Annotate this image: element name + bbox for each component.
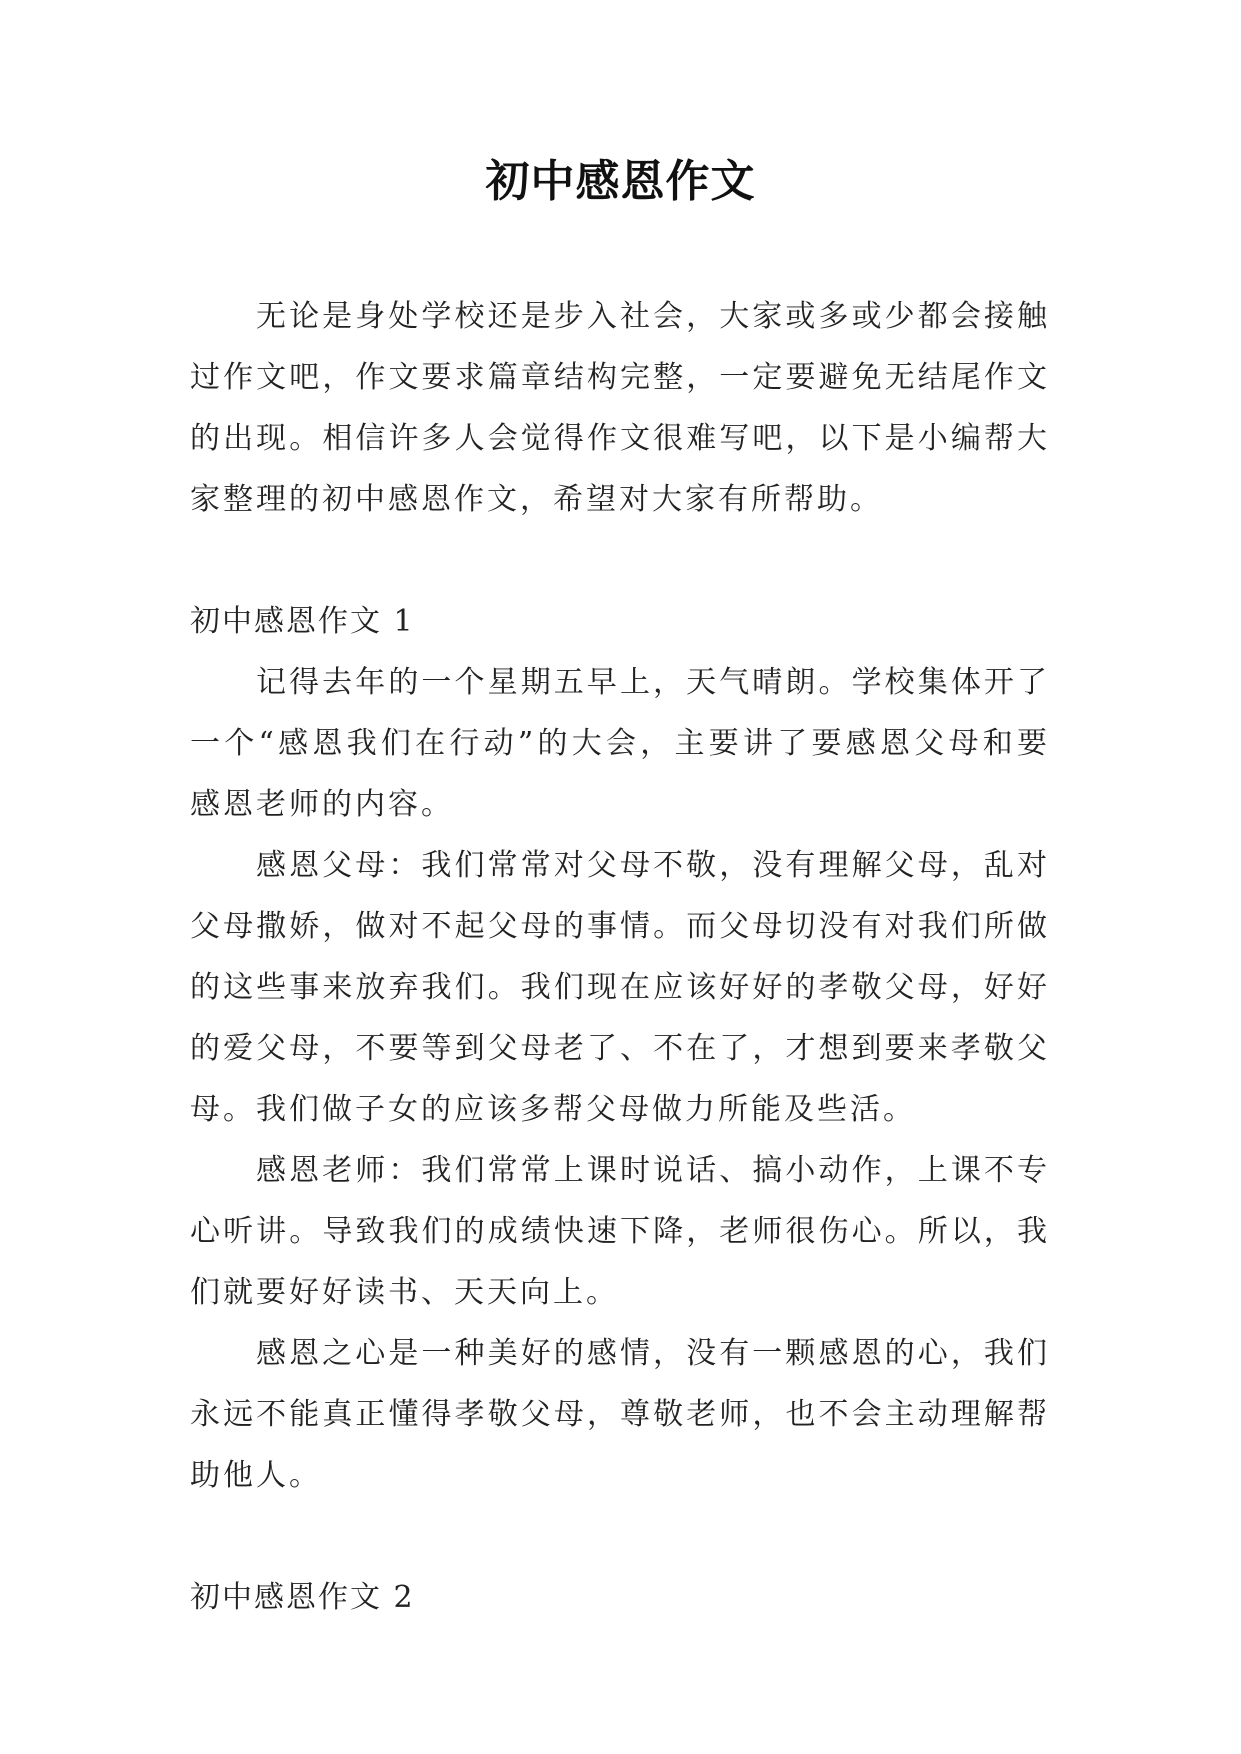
body-paragraph: 感恩父母：我们常常对父母不敬，没有理解父母，乱对父母撒娇，做对不起父母的事情。而父母切没有对我们所做的这些事来放弃我们。我们现在应该好好的孝敬父母，好好的爱父母，不要等到父母老了、不在了，才想到要来孝敬父母。我们做子女的应该多帮父母做力所能及些活。 [190,848,1050,1127]
intro-paragraph: 无论是身处学校还是步入社会，大家或多或少都会接触过作文吧，作文要求篇章结构完整，一定要避免无结尾作文的出现。相信许多人会觉得作文很难写吧，以下是小编帮大家整理的初中感恩作文，希望对大家有所帮助。 [190,299,1050,517]
document-title: 初中感恩作文 [485,156,756,207]
section-spacer [190,1506,1050,1567]
section-spacer [190,530,1050,591]
document-body [190,286,1050,1628]
body-paragraph: 记得去年的一个星期五早上，天气晴朗。学校集体开了一个“感恩我们在行动”的大会，主要讲了要感恩父母和要感恩老师的内容。 [190,665,1050,822]
section-heading: 初中感恩作文 1 [190,604,415,639]
body-paragraph: 感恩之心是一种美好的感情，没有一颗感恩的心，我们永远不能真正懂得孝敬父母，尊敬老师，也不会主动理解帮助他人。 [190,1336,1050,1493]
section-heading: 初中感恩作文 2 [190,1580,415,1615]
body-paragraph: 感恩老师：我们常常上课时说话、搞小动作，上课不专心听讲。导致我们的成绩快速下降，老师很伤心。所以，我们就要好好读书、天天向上。 [190,1153,1050,1310]
